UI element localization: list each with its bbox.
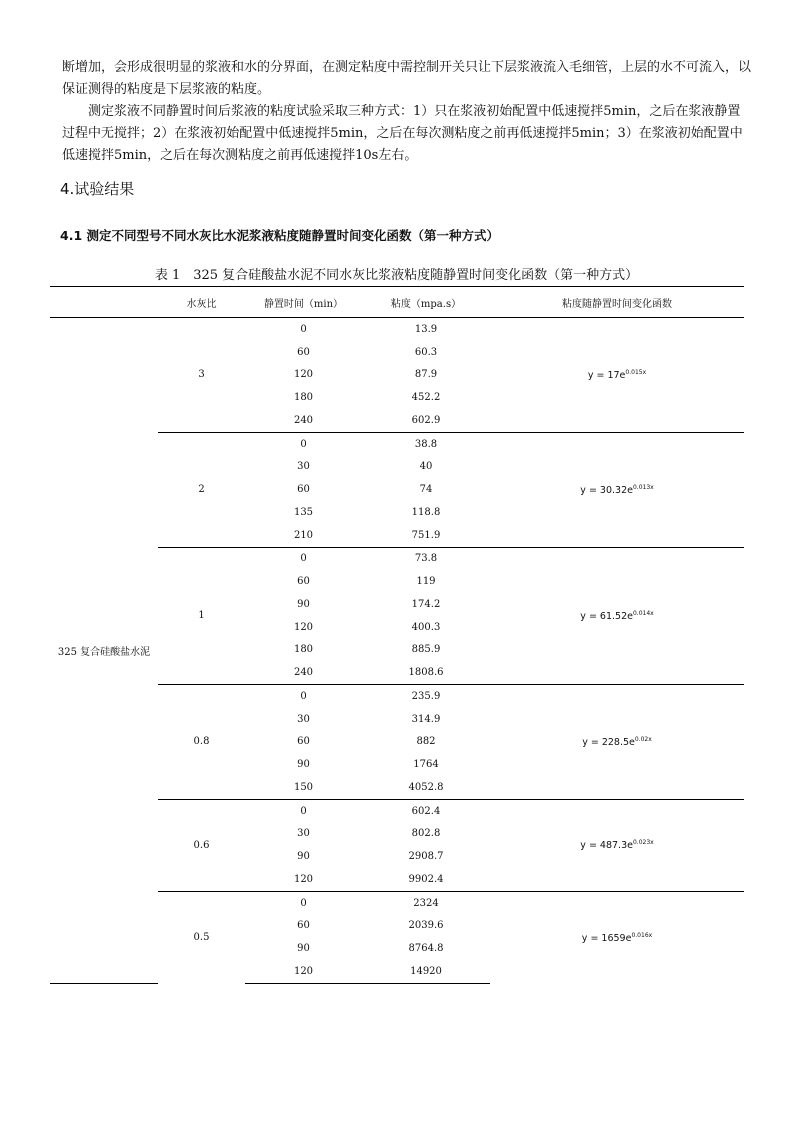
viscosity-cell: 602.4 [362,799,490,822]
subsection-heading: 4.1 测定不同型号不同水灰比水泥浆液粘度随静置时间变化函数（第一种方式） [60,228,499,243]
ratio-cell: 0.8 [158,685,245,800]
time-cell: 180 [293,392,314,404]
viscosity-cell: 119 [416,576,436,588]
time-cell: 0 [245,799,362,822]
viscosity-cell: 87.9 [414,369,438,381]
function-cell [490,685,744,800]
viscosity-cell: 452.2 [411,392,441,404]
time-cell: 90 [297,851,310,863]
viscosity-cell: 4052.8 [408,781,444,793]
viscosity-cell: 400.3 [411,621,441,633]
viscosity-cell: 74 [419,484,433,496]
function-base: y = 1659e [581,932,632,944]
function-base: y = 228.5e [582,736,635,748]
function-exponent: 0.015x [625,368,647,376]
header-ratio: 水灰比 [186,298,217,310]
viscosity-cell: 602.9 [411,414,441,426]
viscosity-cell: 235.9 [362,685,490,708]
viscosity-cell: 2324 [362,891,490,914]
viscosity-cell: 1764 [413,759,439,771]
viscosity-cell: 13.9 [362,318,490,341]
viscosity-cell: 1808.6 [408,667,444,679]
time-cell: 120 [293,873,314,885]
viscosity-cell: 885.9 [411,644,441,656]
function-exponent: 0.013x [632,483,654,491]
viscosity-cell: 2908.7 [408,851,444,863]
header-viscosity: 粘度（mpa.s） [390,298,462,310]
header-time: 静置时间（min） [263,298,344,310]
ratio-cell: 0.5 [158,891,245,983]
time-cell: 240 [293,667,314,679]
ratio-cell: 2 [158,432,245,547]
time-cell: 60 [297,346,310,358]
viscosity-cell: 2039.6 [408,920,444,932]
viscosity-cell: 8764.8 [408,943,444,955]
time-cell: 0 [245,891,362,914]
function-cell [490,799,744,891]
cement-type-cell: 325 复合硅酸盐水泥 [50,318,158,984]
viscosity-cell: 882 [416,736,436,748]
ratio-cell: 0.6 [158,799,245,891]
viscosity-cell: 60.3 [414,346,438,358]
time-cell: 210 [293,529,314,541]
paragraph-2: 测定浆液不同静置时间后浆液的粘度试验采取三种方式：1）只在浆液初始配置中低速搅拌5min，之后在浆液静置过程中无搅拌；2）在浆液初始配置中低速搅拌5min，之后在每次测粘度之前再低速搅拌5min；3）在浆液初始配置中低速搅拌5min，之后在每次测粘度之前再低速搅拌10s左右。 [62,104,743,163]
table-row [50,318,744,341]
time-cell: 240 [293,414,314,426]
time-cell: 30 [297,828,310,840]
function-cell [490,891,744,983]
time-cell: 60 [297,736,310,748]
table-body [50,318,744,984]
time-cell: 30 [297,461,310,473]
time-cell: 30 [297,713,310,725]
time-cell: 0 [245,547,362,570]
time-cell: 60 [297,484,310,496]
time-cell: 60 [297,576,310,588]
time-cell: 120 [245,960,362,983]
time-cell: 150 [293,781,314,793]
viscosity-cell: 802.8 [411,828,441,840]
time-cell: 90 [297,759,310,771]
function-base: y = 487.3e [580,840,633,852]
time-cell: 90 [297,943,310,955]
function-exponent: 0.014x [632,609,654,617]
viscosity-cell: 9902.4 [408,873,444,885]
header-function: 粘度随静置时间变化函数 [562,298,672,310]
table-header-row [50,287,744,318]
time-cell: 0 [245,318,362,341]
viscosity-cell: 14920 [362,960,490,983]
time-cell: 120 [293,621,314,633]
time-cell: 135 [293,506,314,518]
viscosity-cell: 40 [419,461,433,473]
ratio-cell: 3 [158,318,245,433]
viscosity-cell: 73.8 [362,547,490,570]
time-cell: 0 [245,685,362,708]
ratio-cell: 1 [158,547,245,685]
viscosity-cell: 314.9 [411,713,441,725]
time-cell: 60 [297,920,310,932]
function-exponent: 0.023x [632,839,654,847]
function-cell [490,432,744,547]
section-heading: 4.试验结果 [60,180,135,198]
function-cell [490,547,744,685]
viscosity-table [50,286,744,984]
table-caption: 表 1 325 复合硅酸盐水泥不同水灰比浆液粘度随静置时间变化函数（第一种方式） [154,268,639,283]
time-cell: 90 [297,598,310,610]
function-cell [490,318,744,433]
function-exponent: 0.016x [631,931,653,939]
viscosity-cell: 38.8 [362,432,490,455]
viscosity-cell: 118.8 [411,506,441,518]
time-cell: 180 [293,644,314,656]
function-exponent: 0.02x [634,735,652,743]
viscosity-cell: 751.9 [411,529,441,541]
viscosity-cell: 174.2 [411,598,441,610]
time-cell: 120 [293,369,314,381]
function-base: y = 61.52e [580,610,633,622]
time-cell: 0 [245,432,362,455]
function-base: y = 17e [587,369,626,381]
header-cement [50,287,158,318]
paragraph-1: 断增加，会形成很明显的浆液和水的分界面，在测定粘度中需控制开关只让下层浆液流入毛细管，上层的水不可流入，以保证测得的粘度是下层浆液的粘度。 [62,60,752,97]
function-base: y = 30.32e [580,484,633,496]
